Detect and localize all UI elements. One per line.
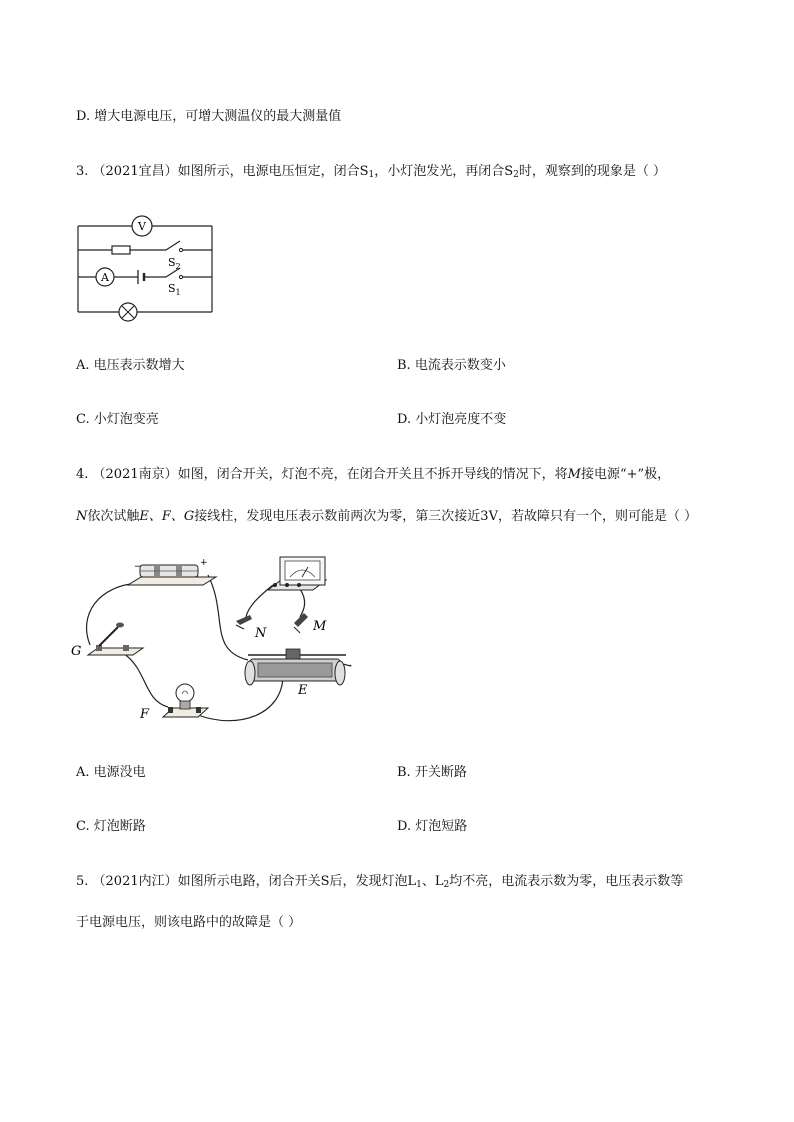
svg-text:A: A <box>101 271 109 284</box>
q4-option-b[interactable]: B. 开关断路 <box>397 765 467 780</box>
svg-text:+: + <box>200 558 208 568</box>
q3-option-c[interactable]: C. 小灯泡变亮 <box>76 412 159 427</box>
q3-circuit-diagram <box>70 208 220 320</box>
battery-holder <box>128 558 216 585</box>
q3-option-a[interactable]: A. 电压表示数增大 <box>76 358 185 373</box>
q3-stem: 3. （2021宜昌）如图所示，电源电压恒定，闭合$S_1$，小灯泡发光，再闭合$S_2$时，观察到的现象是（ ） <box>76 164 667 180</box>
q4-option-a[interactable]: A. 电源没电 <box>76 765 146 780</box>
q4-option-d[interactable]: D. 灯泡短路 <box>397 819 468 834</box>
knife-switch <box>88 623 143 656</box>
svg-text:−: − <box>134 562 142 572</box>
rheostat <box>245 649 346 685</box>
light-bulb <box>163 684 208 717</box>
probe-n <box>236 615 252 629</box>
label-n: N <box>255 626 267 641</box>
s1-label: $S_1$ <box>168 282 181 297</box>
voltmeter-symbol <box>132 216 152 236</box>
q5-stem-line2: 于电源电压，则该电路中的故障是（ ） <box>76 915 302 930</box>
q4-stem-line2: N依次试触E、F、G接线柱，发现电压表示数前两次为零，第三次接近3V，若故障只有一个，则可能是（ ） <box>76 509 698 524</box>
lamp-symbol <box>119 303 137 321</box>
label-f: F <box>140 707 150 722</box>
ammeter-symbol <box>96 268 114 286</box>
svg-text:V: V <box>138 220 146 233</box>
probe-m <box>294 613 308 633</box>
q5-stem-line1: 5. （2021内江）如图所示电路，闭合开关S后，发现灯泡$L_1$、$L_2$均不亮，电流表示数为零，电压表示数等 <box>76 874 684 890</box>
q4-stem-line1: 4. （2021南京）如图，闭合开关，灯泡不亮，在闭合开关且不拆开导线的情况下，将M接电源“+”极， <box>76 467 671 482</box>
prev-option-d: D. 增大电源电压，可增大测温仪的最大测量值 <box>76 109 342 124</box>
label-e: E <box>298 683 308 698</box>
voltmeter-device <box>268 557 326 590</box>
label-m: M <box>313 619 327 634</box>
q3-option-b[interactable]: B. 电流表示数变小 <box>397 358 506 373</box>
q4-circuit-picture <box>68 555 368 735</box>
q4-option-c[interactable]: C. 灯泡断路 <box>76 819 146 834</box>
label-g: G <box>71 644 82 659</box>
q3-option-d[interactable]: D. 小灯泡亮度不变 <box>397 412 507 427</box>
s2-label: $S_2$ <box>168 256 181 271</box>
